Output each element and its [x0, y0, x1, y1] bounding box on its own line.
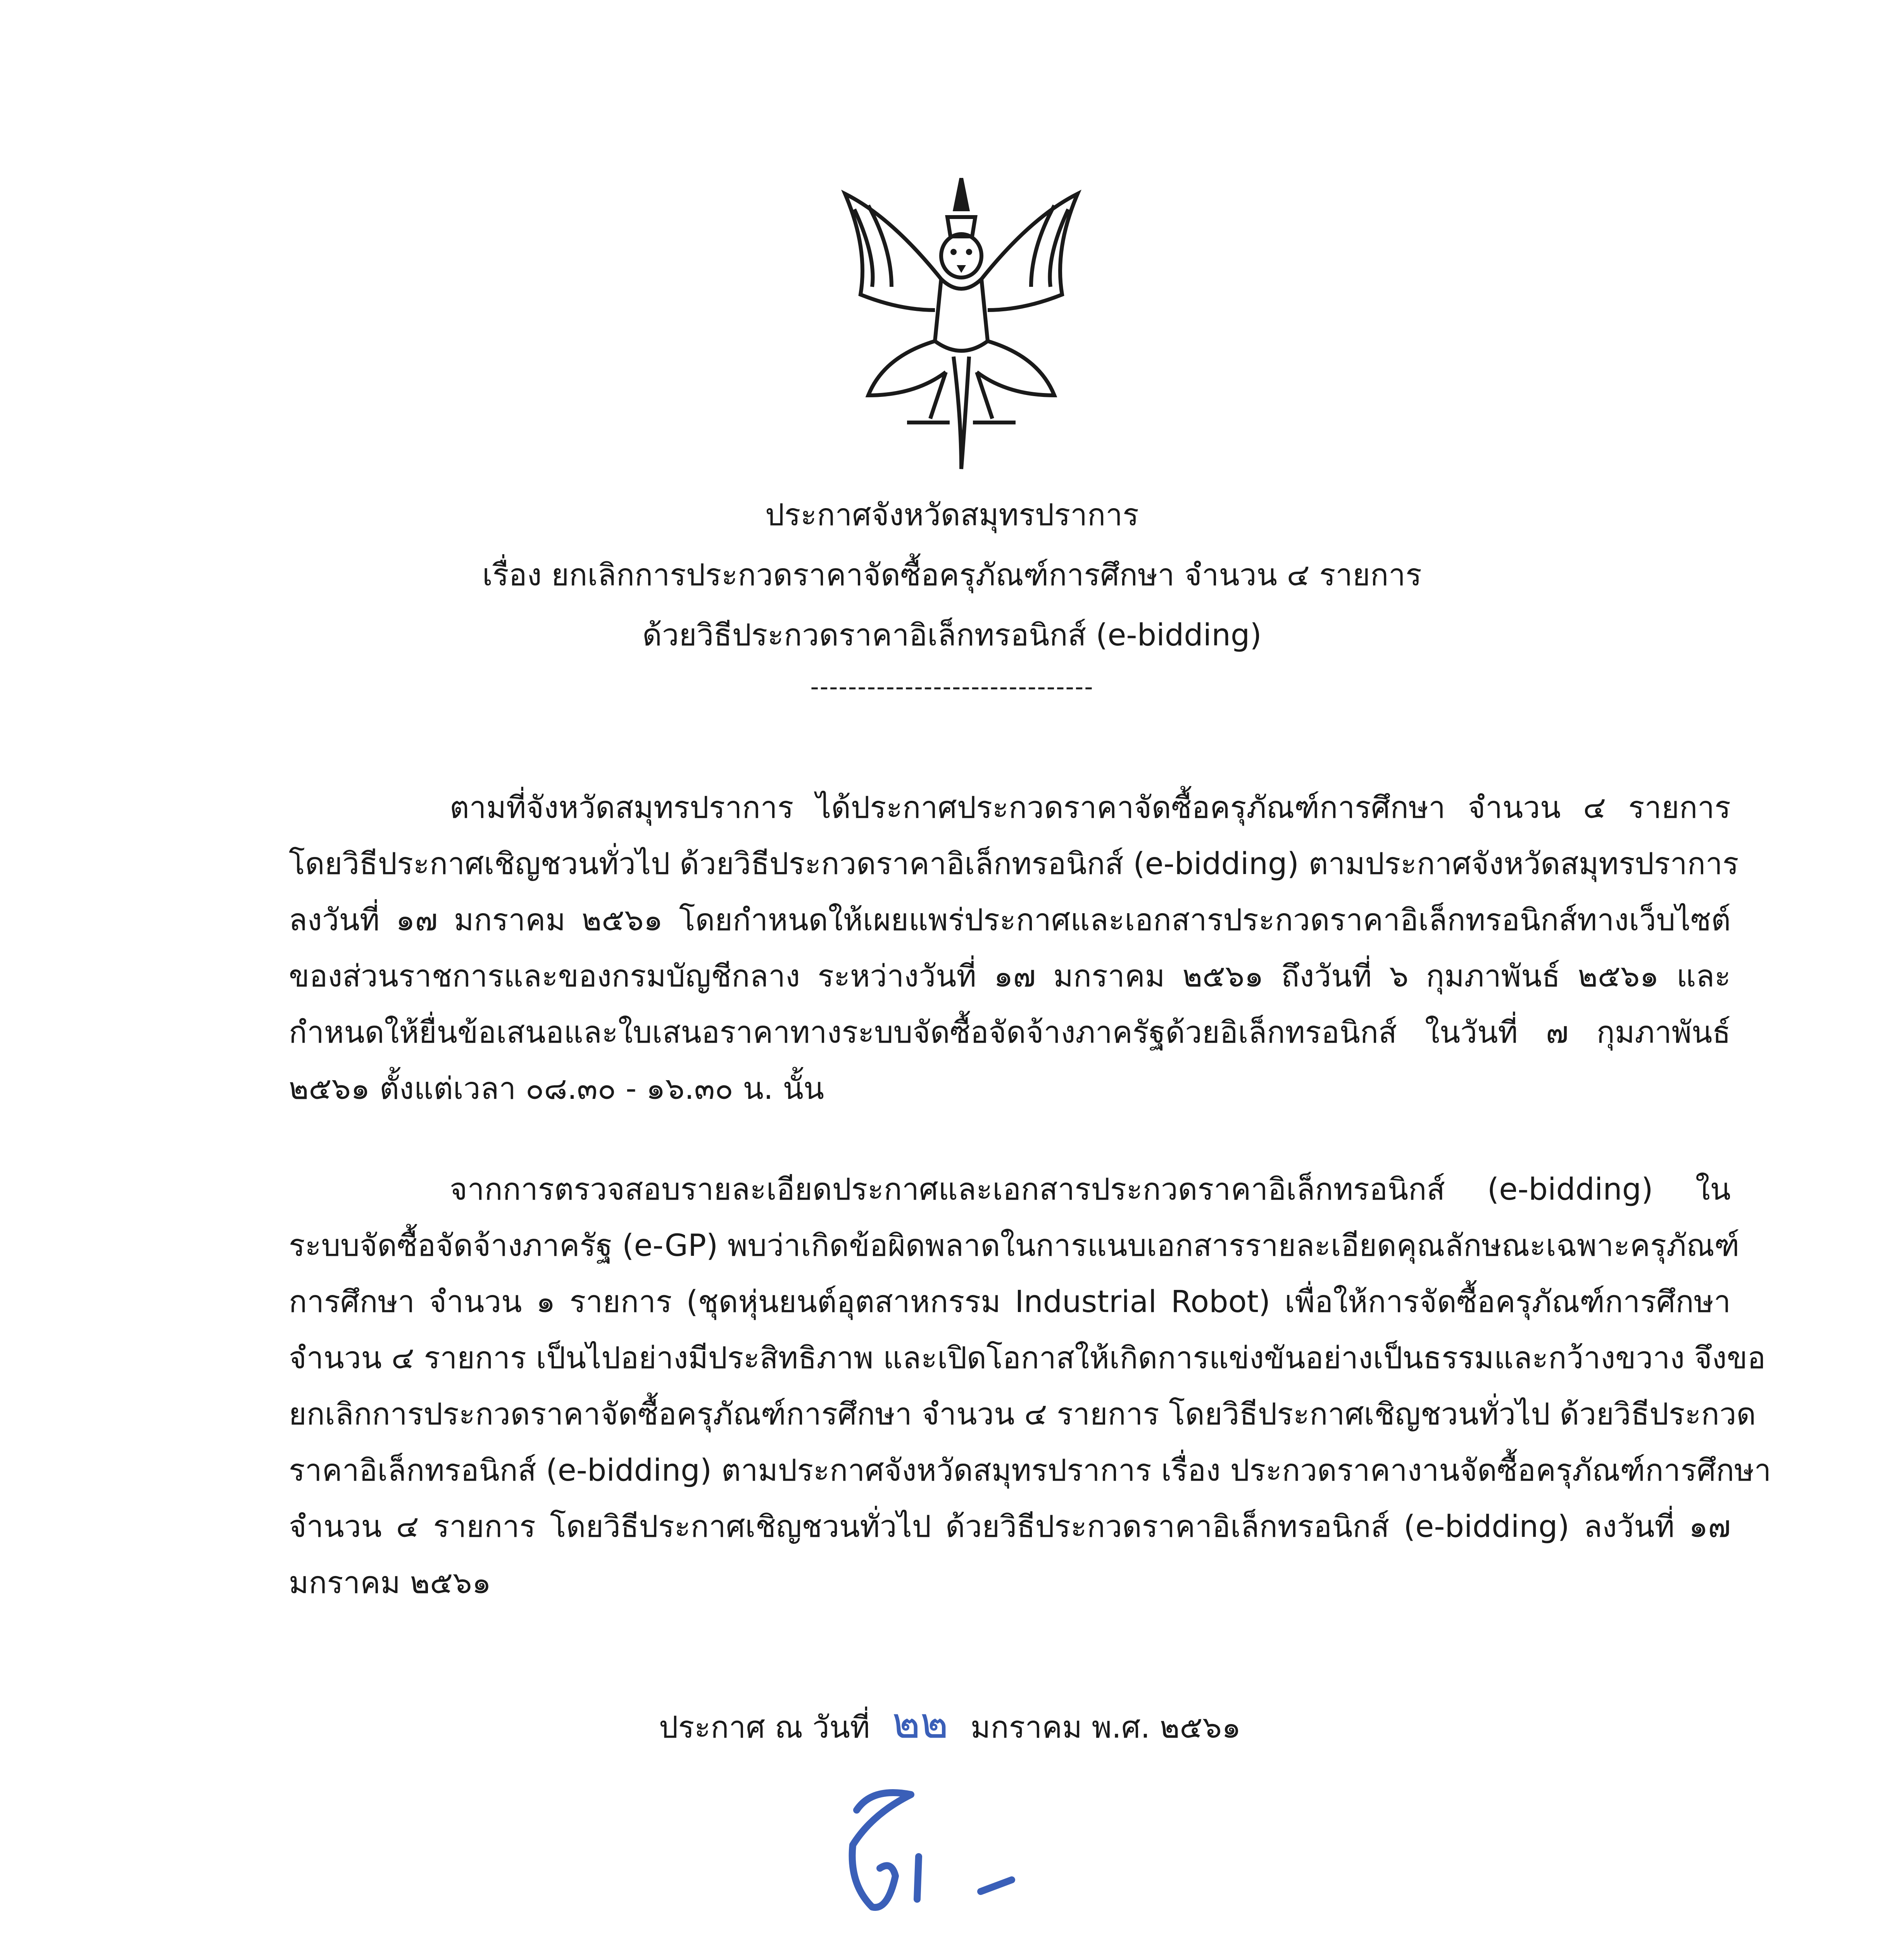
- paragraph-line: กำหนดให้ยื่นข้อเสนอและใบเสนอราคาทางระบบจัดซื้อจัดจ้างภาครัฐด้วยอิเล็กทรอนิกส์ ในวันที่ ๗ กุมภาพันธ์: [289, 1015, 1731, 1050]
- garuda-emblem: [814, 163, 1109, 481]
- announcement-date: [659, 1698, 1241, 1748]
- paragraph-line: มกราคม ๒๕๖๑: [289, 1566, 492, 1600]
- paragraph-line: จากการตรวจสอบรายละเอียดประกาศและเอกสารประกวดราคาอิเล็กทรอนิกส์ (e-bidding) ใน: [450, 1172, 1731, 1207]
- handwritten-signature: [826, 1783, 1027, 1922]
- paragraph-line: ลงวันที่ ๑๗ มกราคม ๒๕๖๑ โดยกำหนดให้เผยแพร่ประกาศและเอกสารประกวดราคาอิเล็กทรอนิกส์ทางเว็บไซต์: [289, 903, 1731, 938]
- paragraph-line: ของส่วนราชการและของกรมบัญชีกลาง ระหว่างวันที่ ๑๗ มกราคม ๒๕๖๑ ถึงวันที่ ๖ กุมภาพันธ์ ๒๕๖๑ และ: [289, 959, 1731, 994]
- date-prefix: ประกาศ ณ วันที่: [659, 1710, 870, 1745]
- announcement-method: ด้วยวิธีประกวดราคาอิเล็กทรอนิกส์ (e-bidding): [642, 618, 1262, 653]
- announcement-subject: เรื่อง ยกเลิกการประกวดราคาจัดซื้อครุภัณฑ์การศึกษา จำนวน ๔ รายการ: [482, 558, 1422, 593]
- paragraph-line: จำนวน ๔ รายการ โดยวิธีประกาศเชิญชวนทั่วไป ด้วยวิธีประกวดราคาอิเล็กทรอนิกส์ (e-bidding) ลงวันที่ ๑๗: [289, 1509, 1731, 1544]
- date-suffix: มกราคม พ.ศ. ๒๕๖๑: [970, 1710, 1241, 1745]
- handwritten-day: ๒๒: [892, 1698, 949, 1748]
- paragraph-line: โดยวิธีประกาศเชิญชวนทั่วไป ด้วยวิธีประกวดราคาอิเล็กทรอนิกส์ (e-bidding) ตามประกาศจังหวัดสมุทรปราการ: [289, 847, 1739, 881]
- paragraph-line: จำนวน ๔ รายการ เป็นไปอย่างมีประสิทธิภาพ และเปิดโอกาสให้เกิดการแข่งขันอย่างเป็นธรรมและกว้างขวาง จึงขอ: [289, 1341, 1766, 1376]
- announcement-title: ประกาศจังหวัดสมุทรปราการ: [765, 498, 1139, 533]
- paragraph-line: ยกเลิกการประกวดราคาจัดซื้อครุภัณฑ์การศึกษา จำนวน ๔ รายการ โดยวิธีประกาศเชิญชวนทั่วไป ด้วยวิธีประกวด: [289, 1397, 1756, 1432]
- paragraph-line: ราคาอิเล็กทรอนิกส์ (e-bidding) ตามประกาศจังหวัดสมุทรปราการ เรื่อง ประกวดราคางานจัดซื้อครุภัณฑ์การศึกษา: [289, 1453, 1771, 1488]
- paragraph-line: ระบบจัดซื้อจัดจ้างภาครัฐ (e-GP) พบว่าเกิดข้อผิดพลาดในการแนบเอกสารรายละเอียดคุณลักษณะเฉพาะครุภัณฑ์: [289, 1228, 1740, 1263]
- paragraph-line: การศึกษา จำนวน ๑ รายการ (ชุดหุ่นยนต์อุตสาหกรรม Industrial Robot) เพื่อให้การจัดซื้อครุภัณฑ์การศึกษา: [289, 1285, 1731, 1319]
- paragraph-line: ๒๕๖๑ ตั้งแต่เวลา ๐๘.๓๐ - ๑๖.๓๐ น. นั้น: [289, 1071, 824, 1106]
- paragraph-line: ตามที่จังหวัดสมุทรปราการ ได้ประกาศประกวดราคาจัดซื้อครุภัณฑ์การศึกษา จำนวน ๔ รายการ: [450, 790, 1731, 825]
- title-divider: ------------------------------: [810, 672, 1094, 701]
